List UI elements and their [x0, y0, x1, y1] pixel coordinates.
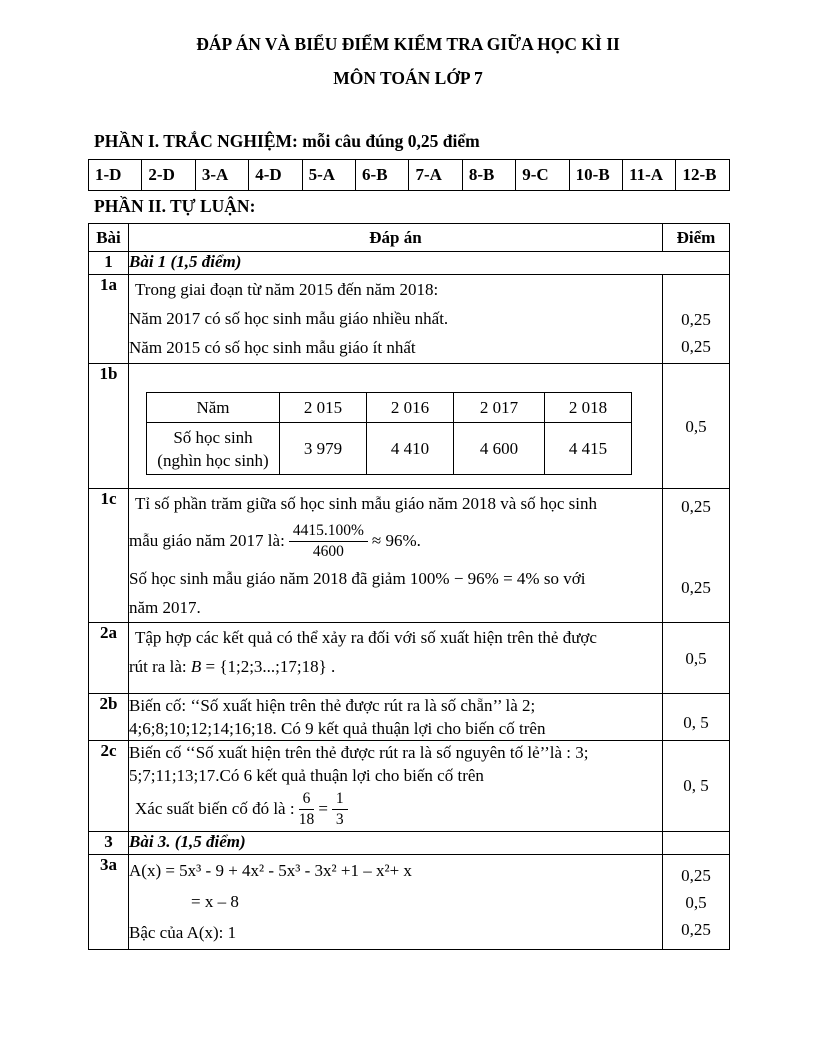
probability-prefix: Xác suất biến cố đó là : [135, 799, 295, 818]
point-value: 0,5 [685, 892, 707, 912]
answer-line: 5;7;11;13;17.Có 6 kết quả thuận lợi cho biến cố trên [129, 766, 484, 785]
points-2b [663, 694, 730, 741]
points-2c [663, 741, 730, 832]
point-value: 0, 5 [683, 775, 709, 795]
row-id: 1b [89, 364, 129, 489]
mc-answer-cell: 5-A [302, 160, 355, 191]
row-id: 2a [89, 623, 129, 694]
answer-line: Biến cố: ‘‘Số xuất hiện trên thẻ được rút ra là số chẵn’’ là 2; [129, 696, 536, 715]
table-row-1c [89, 489, 730, 623]
mc-answer-cell: 2-D [142, 160, 195, 191]
row-id: 2c [89, 741, 129, 832]
set-variable: B [190, 657, 202, 676]
fraction [289, 522, 368, 561]
point-value: 0,25 [681, 865, 711, 885]
point-value: 0,5 [685, 648, 707, 668]
part1-heading: PHẦN I. TRẮC NGHIỆM: mỗi câu đúng 0,25 điểm [94, 131, 480, 151]
document-title-line2: MÔN TOÁN LỚP 7 [333, 68, 483, 88]
mc-answer-cell: 6-B [356, 160, 409, 191]
mc-answer-cell: 12-B [676, 160, 730, 191]
fraction [332, 790, 348, 829]
table-row-1b [89, 364, 730, 489]
points-1a [663, 275, 730, 364]
mc-answer-cell: 1-D [89, 160, 142, 191]
inner-value: 4 410 [367, 423, 454, 475]
result-line: = x – 8 [191, 892, 239, 911]
answer-line: Số học sinh mẫu giáo năm 2018 đã giảm 100% − 96% = 4% so với [129, 569, 586, 588]
fraction-denominator: 3 [335, 810, 344, 828]
points-3a [663, 855, 730, 950]
answer-line: Tỉ số phần trăm giữa số học sinh mẫu giáo năm 2018 và số học sinh [135, 494, 598, 513]
table-row-3a [89, 855, 730, 950]
col-header-bai: Bài [89, 224, 129, 252]
students-by-year-table [146, 392, 632, 475]
mc-answer-row [89, 160, 730, 191]
multiple-choice-answers-table [88, 159, 730, 191]
answer-line: Tập hợp các kết quả có thể xảy ra đối với số xuất hiện trên thẻ được [135, 628, 597, 647]
set-expression: = {1;2;3...;17;18} . [205, 657, 336, 676]
answer-3a [129, 855, 663, 950]
part2-heading: PHẦN II. TỰ LUẬN: [94, 196, 256, 216]
table-row-2a [89, 623, 730, 694]
point-value: 0,25 [681, 578, 711, 597]
fraction-prefix: mẫu giáo năm 2017 là: [129, 531, 285, 550]
points-1c [663, 489, 730, 623]
table-header-row [89, 224, 730, 252]
problem-1-title: Bài 1 (1,5 điểm) [129, 252, 730, 275]
inner-header-2016: 2 016 [367, 393, 454, 423]
set-prefix: rút ra là: [129, 657, 187, 676]
points-1b [663, 364, 730, 489]
fraction-denominator: 18 [298, 810, 315, 828]
answer-line-with-fraction [129, 787, 662, 831]
inner-row-label-line2: (nghìn học sinh) [157, 450, 269, 470]
answer-line-with-fraction [129, 518, 662, 564]
answer-line: Trong giai đoạn từ năm 2015 đến năm 2018: [135, 280, 439, 299]
row-id: 1 [89, 252, 129, 275]
row-id: 3 [89, 832, 129, 855]
answer-1c [129, 489, 663, 623]
point-value: 0,25 [681, 337, 711, 356]
answer-2b [129, 694, 663, 741]
point-value: 0,25 [681, 919, 711, 939]
point-value: 0, 5 [683, 713, 709, 732]
answer-line: năm 2017. [129, 598, 201, 617]
points-2a [663, 623, 730, 694]
inner-value: 4 600 [454, 423, 545, 475]
table-row-3 [89, 832, 730, 855]
point-value: 0,25 [681, 497, 711, 516]
fraction-numerator: 1 [332, 790, 348, 810]
answer-2a [129, 623, 663, 694]
table-row-1a [89, 275, 730, 364]
mc-answer-cell: 10-B [569, 160, 622, 191]
essay-answers-table [88, 223, 730, 950]
fraction-denominator: 4600 [312, 542, 344, 560]
answer-line: Biến cố ‘‘Số xuất hiện trên thẻ được rút ra là số nguyên tố lẻ’’là : 3; [129, 743, 589, 762]
point-value: 0,25 [681, 310, 711, 329]
answer-1b [129, 364, 663, 489]
row-id: 1c [89, 489, 129, 623]
degree-line: Bậc của A(x): 1 [129, 923, 237, 942]
row-id: 1a [89, 275, 129, 364]
row-id: 2b [89, 694, 129, 741]
answer-line: 4;6;8;10;12;14;16;18. Có 9 kết quả thuận lợi cho biến cố trên [129, 719, 546, 738]
mc-answer-cell: 11-A [623, 160, 676, 191]
polynomial-line: A(x) = 5x³ - 9 + 4x² - 5x³ - 3x² +1 – x²+ x [129, 861, 412, 880]
col-header-dapan: Đáp án [129, 224, 663, 252]
inner-value: 3 979 [280, 423, 367, 475]
table-row-1 [89, 252, 730, 275]
mc-answer-cell: 4-D [249, 160, 302, 191]
fraction-suffix: ≈ 96%. [371, 531, 421, 550]
mc-answer-cell: 8-B [462, 160, 515, 191]
table-row-2c [89, 741, 730, 832]
mc-answer-cell: 7-A [409, 160, 462, 191]
inner-row-label-line1: Số học sinh [173, 427, 253, 447]
point-value: 0,5 [685, 416, 707, 436]
inner-table-data-row [147, 423, 632, 475]
inner-header-2018: 2 018 [545, 393, 632, 423]
inner-header-year: Năm [147, 393, 280, 423]
document-title-line1: ĐÁP ÁN VÀ BIỂU ĐIỂM KIỂM TRA GIỮA HỌC KÌ II [196, 34, 620, 54]
points-3-empty [663, 832, 730, 855]
inner-header-2015: 2 015 [280, 393, 367, 423]
row-id: 3a [89, 855, 129, 950]
inner-value: 4 415 [545, 423, 632, 475]
fraction-numerator: 6 [299, 790, 315, 810]
mc-answer-cell: 3-A [195, 160, 248, 191]
answer-line: Năm 2017 có số học sinh mẫu giáo nhiều nhất. [129, 309, 449, 328]
mc-answer-cell: 9-C [516, 160, 569, 191]
answer-1a [129, 275, 663, 364]
fraction-numerator: 4415.100% [289, 522, 368, 542]
problem-3-title: Bài 3. (1,5 điểm) [129, 832, 663, 855]
col-header-diem: Điểm [663, 224, 730, 252]
inner-table-header-row [147, 393, 632, 423]
answer-2c [129, 741, 663, 832]
equals-sign: = [318, 799, 328, 818]
answer-line: Năm 2015 có số học sinh mẫu giáo ít nhất [129, 338, 416, 357]
inner-row-label [147, 423, 280, 475]
table-row-2b [89, 694, 730, 741]
answer-line-with-math [129, 652, 662, 681]
fraction [299, 790, 315, 829]
inner-header-2017: 2 017 [454, 393, 545, 423]
